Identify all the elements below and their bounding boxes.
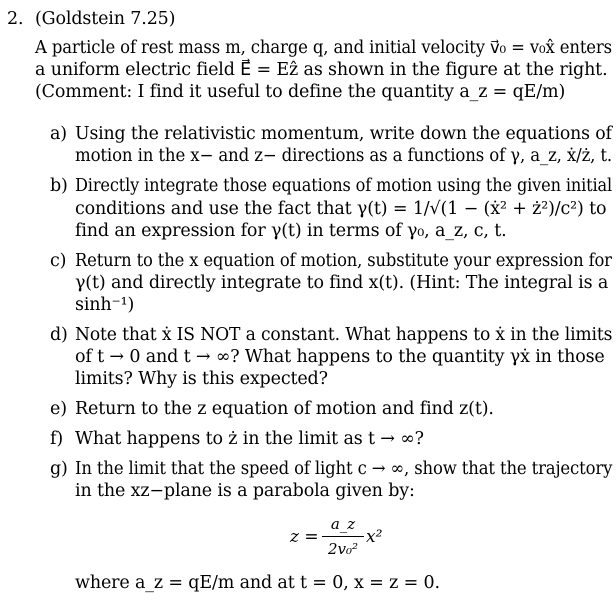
- part-d-line-2: of t → 0 and t → ∞? What happens to the quantity γẋ in those: [75, 347, 605, 367]
- equation-lhs: z =: [290, 527, 319, 547]
- closing-line: where a_z = qE/m and at t = 0, x = z = 0.: [75, 573, 440, 593]
- part-a-label: a): [50, 124, 67, 144]
- intro-line-3: (Comment: I find it useful to define the quantity a_z = qE/m): [35, 82, 566, 102]
- part-a-line-1: Using the relativistic momentum, write down the equations of: [75, 124, 612, 144]
- equation-numerator: a_z: [330, 515, 356, 533]
- part-d-line-1: Note that ẋ IS NOT a constant. What happens to ẋ in the limits: [75, 325, 613, 345]
- part-c-line-1: Return to the x equation of motion, substitute your expression for: [75, 251, 612, 271]
- intro-line-1: A particle of rest mass m, charge q, and initial velocity v⃗₀ = v₀x̂ enters: [35, 38, 612, 58]
- part-e-line-1: Return to the z equation of motion and find z(t).: [75, 399, 494, 419]
- part-f-label: f): [50, 429, 64, 449]
- part-b-label: b): [50, 176, 68, 196]
- part-f-line-1: What happens to ż in the limit as t → ∞?: [75, 429, 424, 449]
- part-b-line-1: Directly integrate those equations of motion using the given initial: [75, 176, 613, 196]
- part-b-line-3: find an expression for γ(t) in terms of γ₀, a_z, c, t.: [75, 221, 507, 241]
- part-g-label: g): [50, 459, 68, 479]
- part-d-line-3: limits? Why is this expected?: [75, 369, 328, 389]
- part-c-line-3: sinh⁻¹): [75, 295, 135, 315]
- part-g-line-2: in the xz−plane is a parabola given by:: [75, 481, 415, 501]
- part-g-line-1: In the limit that the speed of light c → ∞, show that the trajectory: [75, 459, 613, 479]
- part-d-label: d): [50, 325, 68, 345]
- intro-line-2: a uniform electric field E⃗ = Eẑ as shown in the figure at the right.: [35, 60, 608, 80]
- part-c-line-2: γ(t) and directly integrate to find x(t). (Hint: The integral is a: [75, 273, 609, 293]
- part-e-label: e): [50, 399, 67, 419]
- equation-denominator: 2v₀²: [327, 540, 359, 558]
- problem-number: 2.: [7, 9, 24, 29]
- problem-title: (Goldstein 7.25): [35, 9, 176, 29]
- part-a-line-2: motion in the x− and z− directions as a functions of γ, a_z, ẋ/ż, t.: [75, 146, 613, 166]
- fraction-bar: [322, 536, 364, 537]
- equation-factor: x²: [366, 527, 383, 547]
- part-c-label: c): [50, 251, 67, 271]
- part-b-line-2: conditions and use the fact that γ(t) = 1/√(1 − (ẋ² + ż²)/c²) to: [75, 199, 607, 219]
